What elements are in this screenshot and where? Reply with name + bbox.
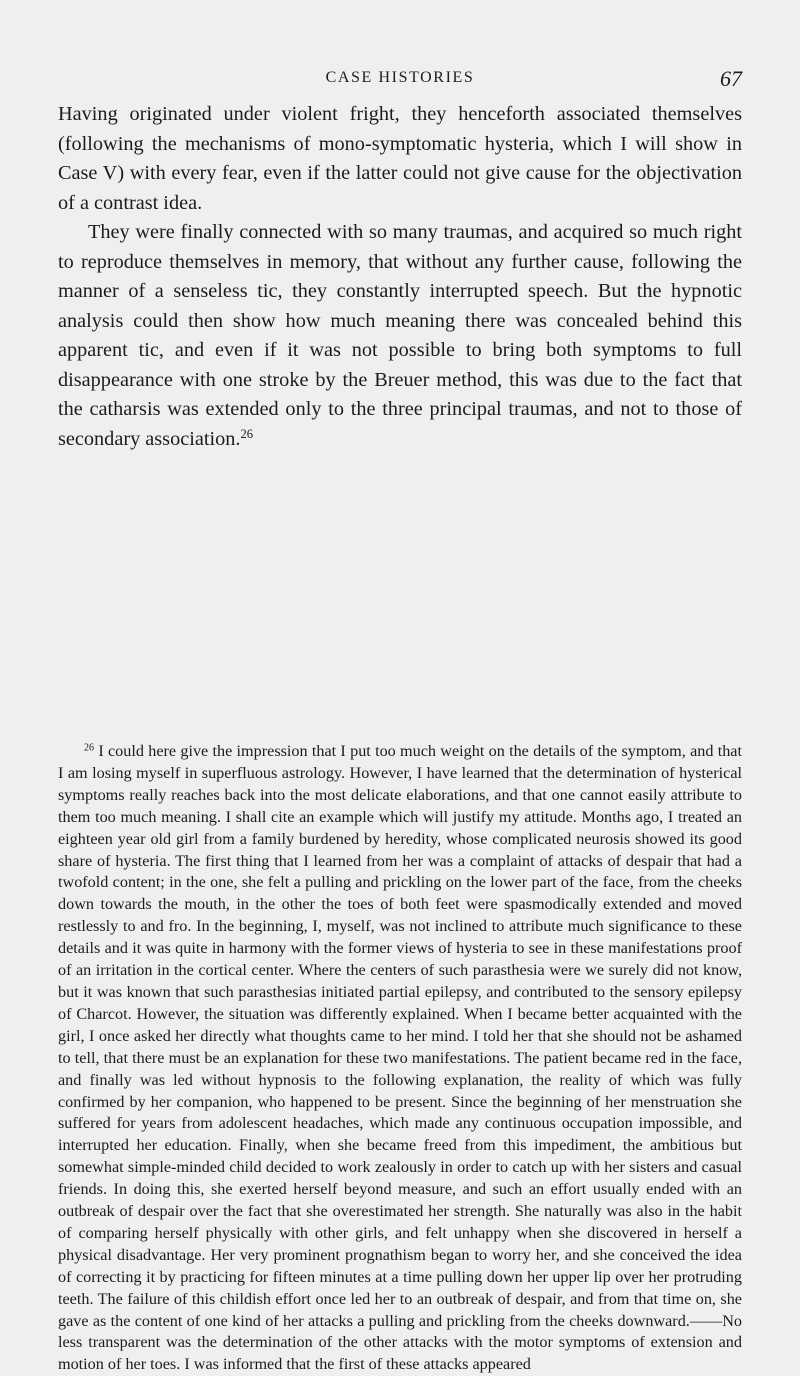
body-text	[58, 100, 742, 454]
footnote-reference: 26	[240, 426, 254, 441]
footnote-26	[58, 741, 742, 1376]
footnote-text: I could here give the impression that I put too much weight on the details of the symptom, and that I am losing myself in superfluous astrology. However, I have learned that the determination of hysterical symptoms really reaches back into the most delicate elaborations, and that one cannot easily attribute to them too much meaning. I shall cite an example which will justify my attitude. Months ago, I treated an eighteen year old girl from a family burdened by heredity, whose complicated neurosis showed its good share of hysteria. The first thing that I learned from her was a complaint of attacks of despair that had a twofold content; in the one, she felt a pulling and prickling on the lower part of the face, from the cheeks down towards the mouth, in the other the toes of both feet were spasmodically extended and moved restlessly to and fro. In the beginning, I, myself, was not inclined to attribute much significance to these details and it was quite in harmony with the former views of hysteria to see in these manifestations proof of an irritation in the cortical center. Where the centers of such parasthesia were we surely did not know, but it was known that such parasthesias initiated partial epilepsy, and contributed to the sensory epilepsy of Charcot. However, the situation was differently explained. When I became better acquainted with the girl, I once asked her directly what thoughts came to her mind. I told her that she should not be ashamed to tell, that there must be an explanation for these two manifestations. The patient became red in the face, and finally was led without hypnosis to the following explanation, the reality of which was fully confirmed by her companion, who happened to be present. Since the beginning of her menstruation she suffered for years from adolescent headaches, which made any continuous occupation impossible, and interrupted her education. Finally, when she became freed from this impediment, the ambitious but somewhat simple-minded child decided to work zealously in order to catch up with her sisters and casual friends. In doing this, she exerted herself beyond measure, and such an effort usually ended with an outbreak of despair over the fact that she overestimated her strength. She naturally was also in the habit of comparing herself physically with other girls, and felt unhappy when she discovered in herself a physical disadvantage. Her very prominent prognathism began to worry her, and she conceived the idea of correcting it by practicing for fifteen minutes at a time pulling down her upper lip over her protruding teeth. The failure of this childish effort once led her to an outbreak of despair, and from that time on, she gave as the content of one kind of her attacks a pulling and prickling from the cheeks downward.——No less transparent was the determination of the other attacks with the motor symptoms of extension and motion of her toes. I was informed that the first of these attacks appeared	[58, 742, 742, 1374]
footnote-marker: 26	[84, 742, 95, 754]
book-page	[58, 0, 742, 1374]
running-head	[58, 66, 742, 96]
paragraph-2-text: They were finally connected with so many traumas, and acquired so much right to reproduce themselves in memory, that without any further cause, following the manner of a senseless tic, they constantly interrupted speech. But the hypnotic analysis could then show how much meaning there was concealed behind this apparent tic, and even if it was not possible to bring both symptoms to full disappearance with one stroke by the Breuer method, this was due to the fact that the catharsis was extended only to the three principal traumas, and not to those of secondary association.	[58, 221, 742, 450]
paragraph-1: Having originated under violent fright, they henceforth associated themselves (following the mechanisms of mono-symptomatic hysteria, which I will show in Case V) with every fear, even if the latter could not give cause for the objectivation of a contrast idea.	[58, 103, 742, 214]
paragraph-2	[58, 218, 742, 454]
running-head-title: CASE HISTORIES	[325, 69, 475, 86]
page-number: 67	[720, 66, 742, 91]
footnote-block	[58, 741, 742, 1376]
